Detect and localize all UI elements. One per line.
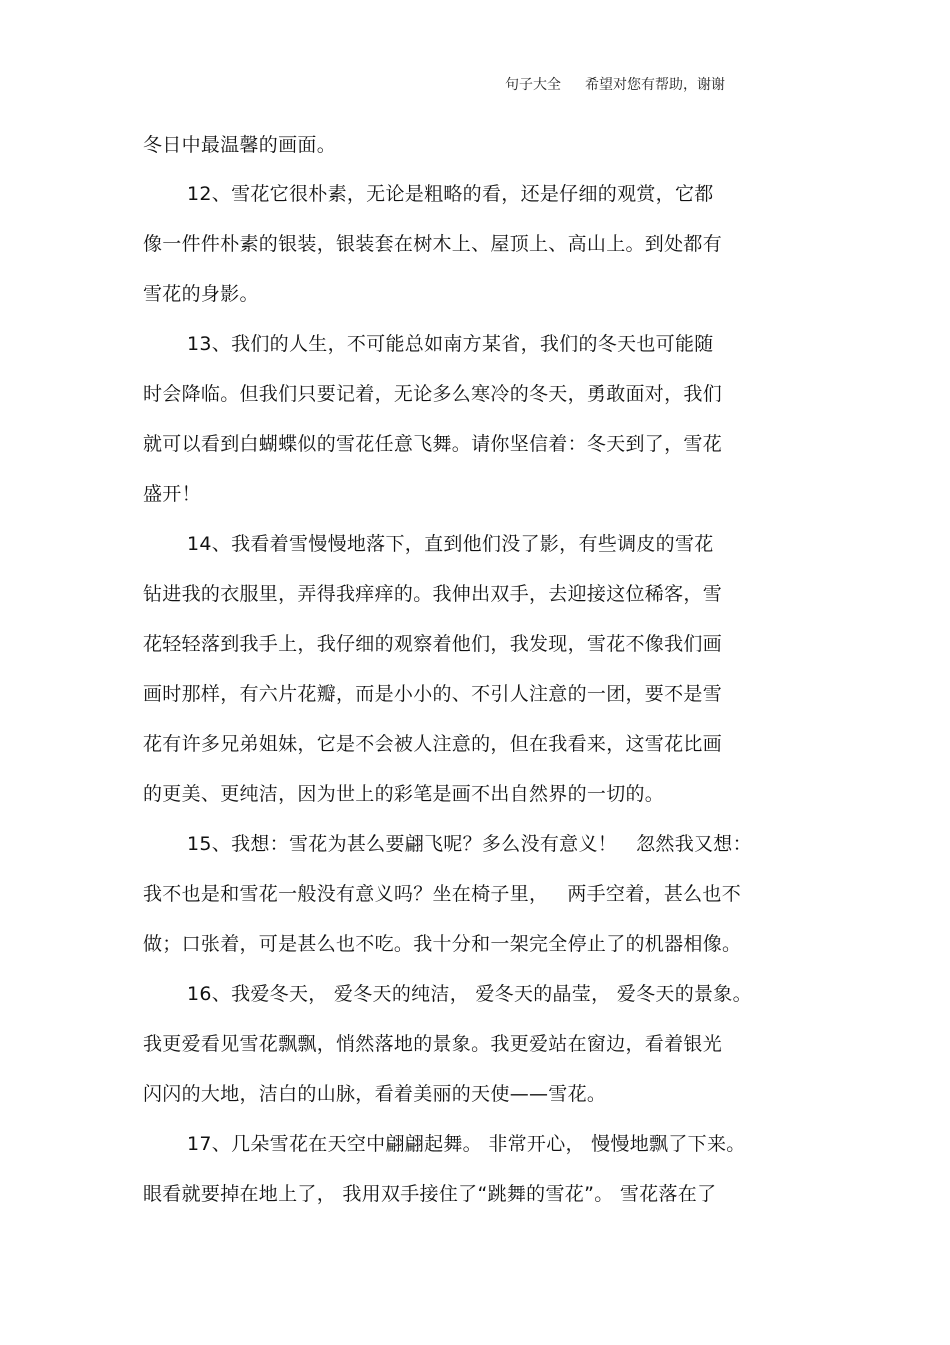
text-line: 钻进我的衣服里，弄得我痒痒的。我伸出双手，去迎接这位稀客，雪 [143, 583, 723, 605]
text-line: 做；口张着，可是甚么也不吃。我十分和一架完全停止了的机器相像。 [143, 933, 742, 955]
paragraph-15-line: 15、我想：雪花为甚么要翩飞呢？多么没有意义！ 忽然我又想： [187, 833, 752, 855]
text-line: 眼看就要掉在地上了， 我用双手接住了“跳舞的雪花”。 雪花落在了 [143, 1183, 717, 1205]
text-line: 像一件件朴素的银装，银装套在树木上、屋顶上、高山上。到处都有 [143, 233, 723, 255]
paragraph-16-line: 16、我爱冬天， 爱冬天的纯洁， 爱冬天的晶莹， 爱冬天的景象。 [187, 983, 752, 1005]
paragraph-17-line: 17、几朵雪花在天空中翩翩起舞。 非常开心， 慢慢地飘了下来。 [187, 1133, 746, 1155]
paragraph-14-line: 14、我看着雪慢慢地落下，直到他们没了影，有些调皮的雪花 [187, 533, 714, 555]
text-line: 就可以看到白蝴蝶似的雪花任意飞舞。请你坚信着：冬天到了，雪花 [143, 433, 723, 455]
text-line: 盛开！ [143, 483, 201, 505]
text-line: 闪闪的大地，洁白的山脉，看着美丽的天使——雪花。 [143, 1083, 607, 1105]
paragraph-12-line: 12、雪花它很朴素，无论是粗略的看，还是仔细的观赏，它都 [187, 183, 714, 205]
text-line: 我不也是和雪花一般没有意义吗？坐在椅子里， 两手空着，甚么也不 [143, 883, 742, 905]
page-header [505, 74, 749, 94]
text-line: 画时那样，有六片花瓣，而是小小的、不引人注意的一团，要不是雪 [143, 683, 723, 705]
text-line: 雪花的身影。 [143, 283, 259, 305]
text-line: 我更爱看见雪花飘飘，悄然落地的景象。我更爱站在窗边，看着银光 [143, 1033, 723, 1055]
text-line: 冬日中最温馨的画面。 [143, 134, 337, 156]
text-line: 的更美、更纯洁，因为世上的彩笔是画不出自然界的一切的。 [143, 783, 665, 805]
paragraph-13-line: 13、我们的人生，不可能总如南方某省，我们的冬天也可能随 [187, 333, 714, 355]
text-line: 花轻轻落到我手上，我仔细的观察着他们，我发现，雪花不像我们画 [143, 633, 723, 655]
text-line: 花有许多兄弟姐妹，它是不会被人注意的，但在我看来，这雪花比画 [143, 733, 723, 755]
header-site: 句子大全 [505, 77, 561, 93]
text-line: 时会降临。但我们只要记着，无论多么寒冷的冬天，勇敢面对，我们 [143, 383, 723, 405]
header-note: 希望对您有帮助，谢谢 [585, 77, 725, 93]
